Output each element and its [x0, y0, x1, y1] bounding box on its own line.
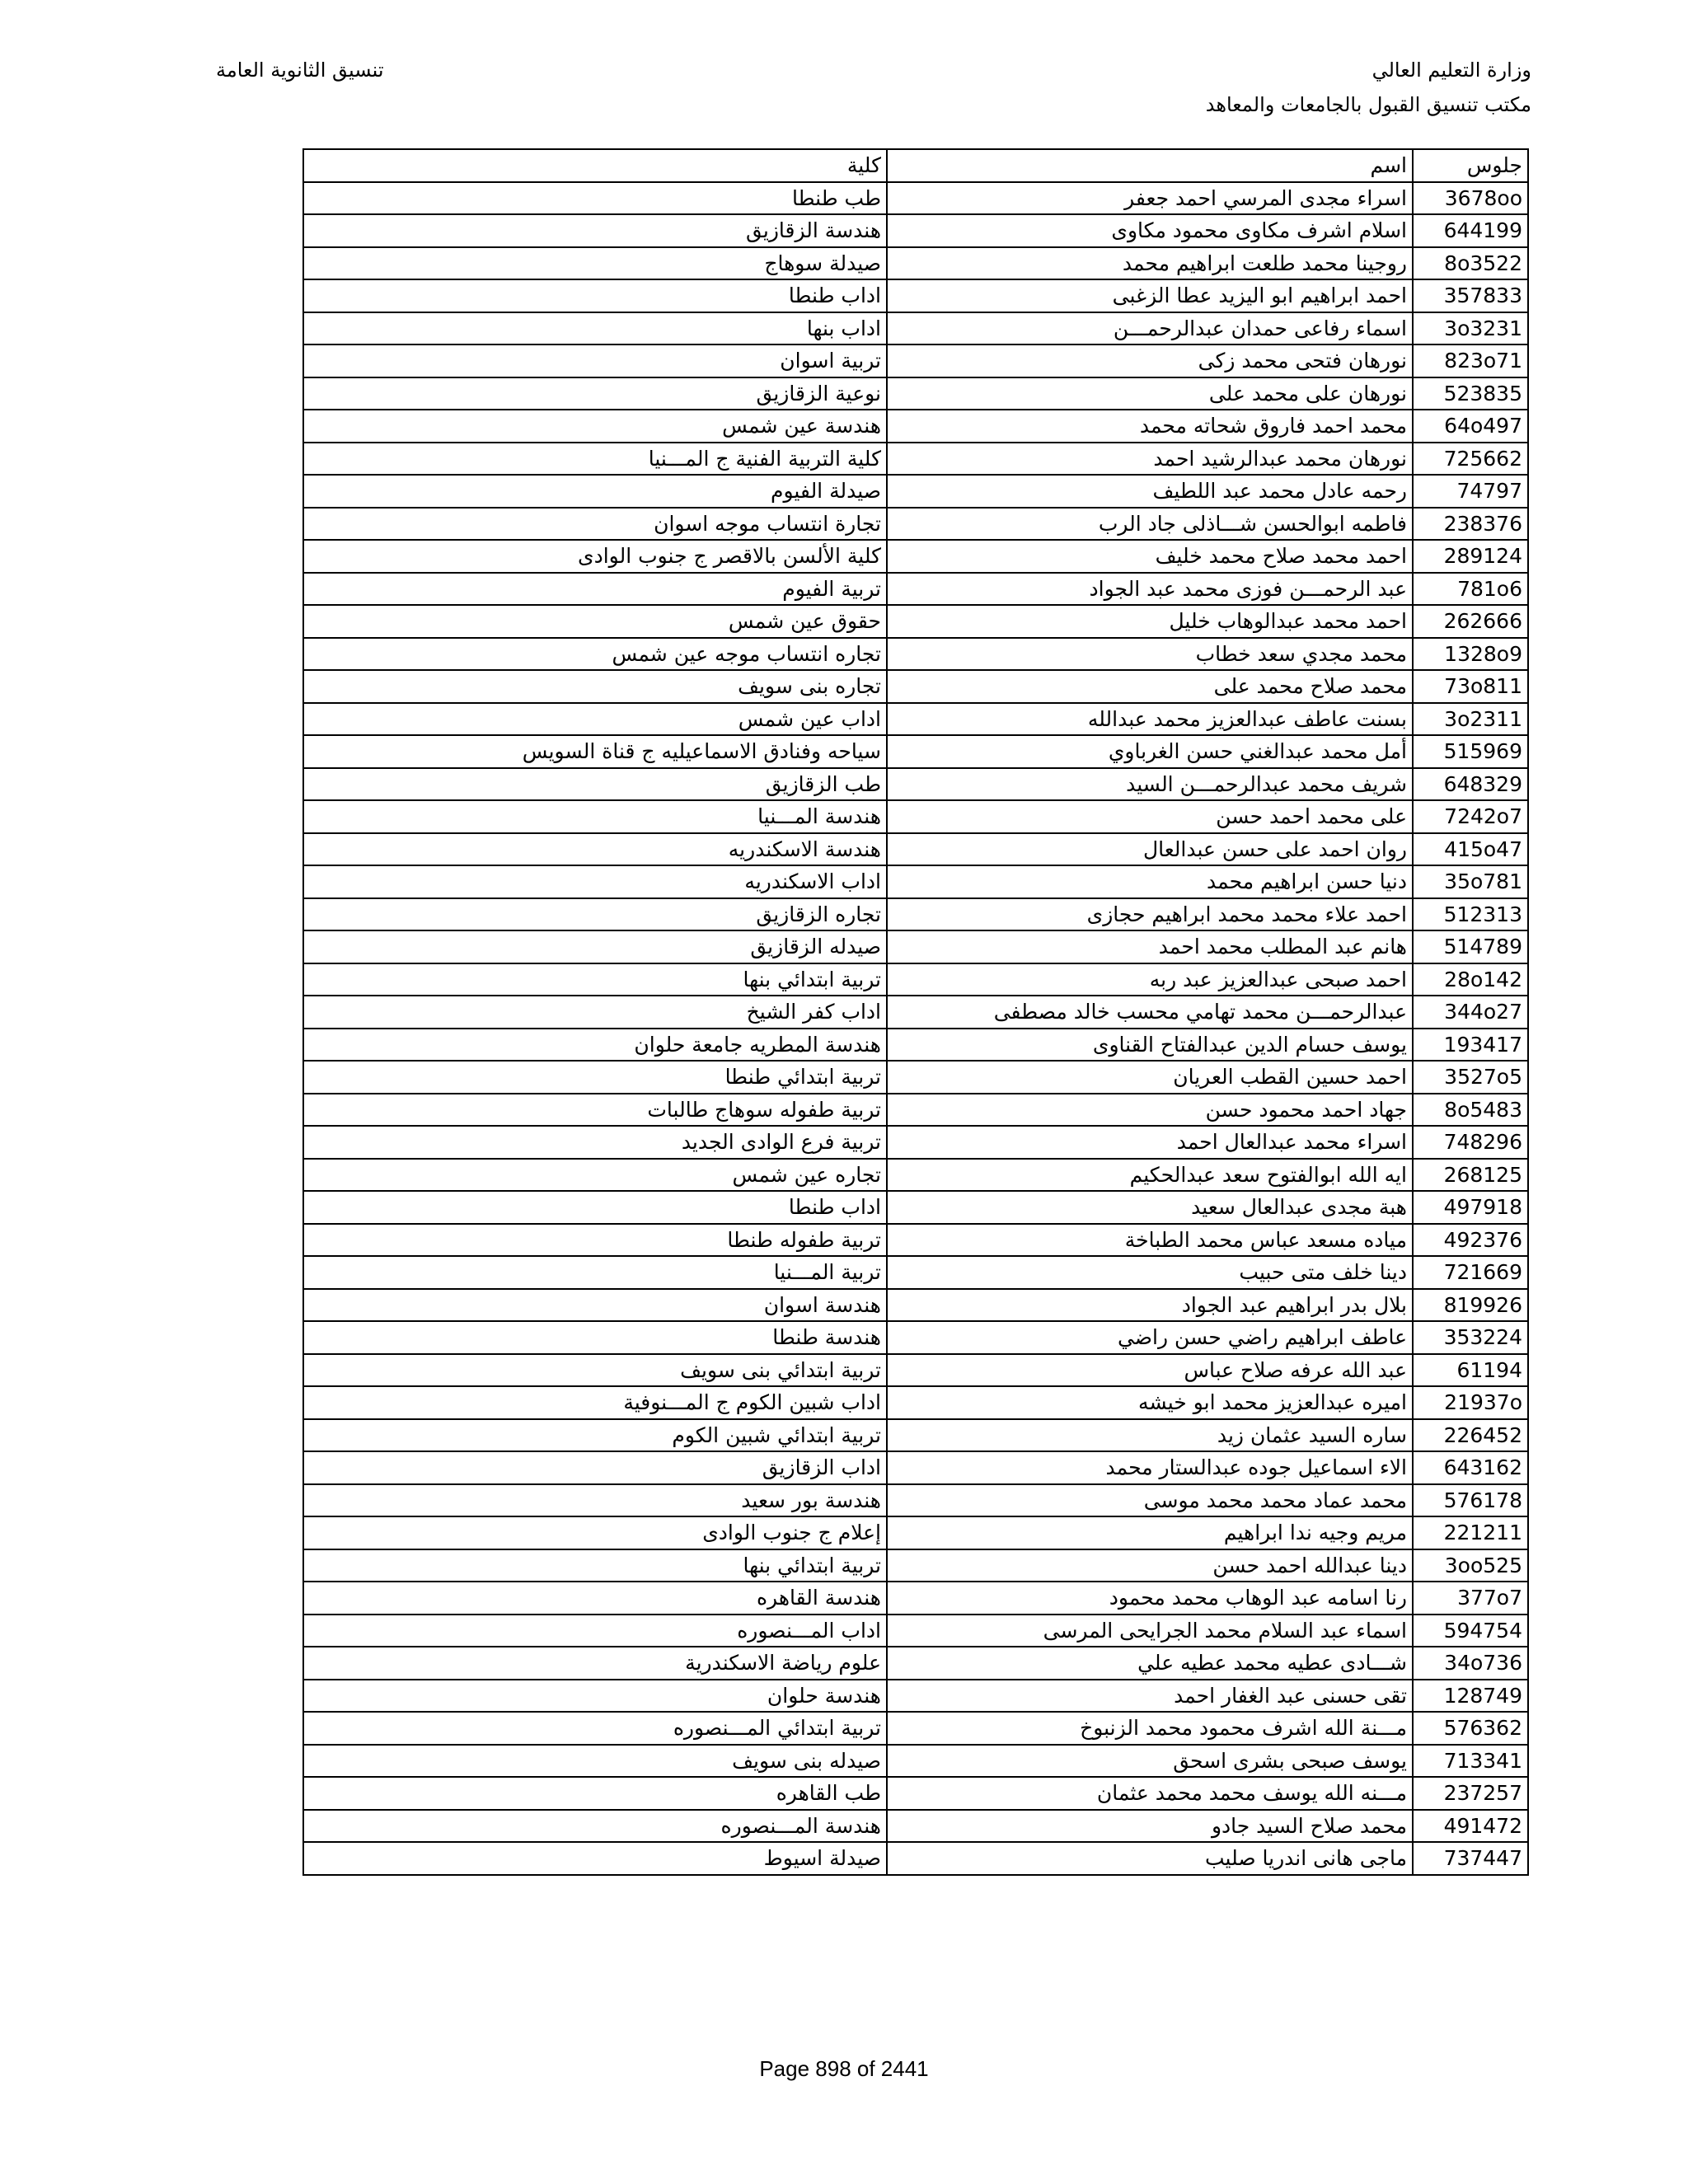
- seat-number-cell: 1328o9: [1413, 638, 1528, 671]
- student-name-cell: اسراء مجدى المرسي احمد جعفر: [887, 182, 1413, 215]
- student-name-cell: دنيا حسن ابراهيم محمد: [887, 865, 1413, 898]
- faculty-cell: تربية ابتدائي بنى سويف: [303, 1354, 887, 1387]
- seat-number-cell: 73o811: [1413, 670, 1528, 703]
- admissions-table: [302, 148, 1529, 1876]
- student-name-cell: هبة مجدى عبدالعال سعيد: [887, 1191, 1413, 1224]
- faculty-cell: هندسة بور سعيد: [303, 1484, 887, 1517]
- faculty-cell: هندسة المـــنصوره: [303, 1810, 887, 1843]
- table-row: [303, 1061, 1528, 1094]
- seat-number-cell: 648329: [1413, 768, 1528, 801]
- faculty-cell: اداب بنها: [303, 312, 887, 345]
- seat-number-cell: 576362: [1413, 1712, 1528, 1745]
- faculty-cell: تربية طفوله طنطا: [303, 1224, 887, 1257]
- table-row: [303, 898, 1528, 931]
- student-name-cell: محمد مجدي سعد خطاب: [887, 638, 1413, 671]
- faculty-cell: نوعية الزقازيق: [303, 377, 887, 410]
- table-row: [303, 703, 1528, 736]
- faculty-cell: كلية التربية الفنية ج المـــنيا: [303, 443, 887, 476]
- student-name-cell: مريم وجيه ندا ابراهيم: [887, 1516, 1413, 1549]
- student-name-cell: الاء اسماعيل جوده عبدالستار محمد: [887, 1451, 1413, 1484]
- faculty-cell: هندسة حلوان: [303, 1680, 887, 1713]
- student-name-cell: شريف محمد عبدالرحمـــن السيد: [887, 768, 1413, 801]
- faculty-cell: تربية ابتدائي بنها: [303, 1549, 887, 1582]
- faculty-cell: تربية المـــنيا: [303, 1256, 887, 1289]
- faculty-cell: حقوق عين شمس: [303, 605, 887, 638]
- student-name-cell: اسلام اشرف مكاوى محمود مكاوى: [887, 214, 1413, 247]
- student-name-cell: دينا عبدالله احمد حسن: [887, 1549, 1413, 1582]
- seat-number-cell: 64o497: [1413, 410, 1528, 443]
- table-row: [303, 1484, 1528, 1517]
- student-name-cell: نورهان فتحى محمد زكى: [887, 344, 1413, 377]
- student-name-cell: ساره السيد عثمان زيد: [887, 1419, 1413, 1452]
- table-row: [303, 1289, 1528, 1322]
- student-name-cell: احمد محمد عبدالوهاب خليل: [887, 605, 1413, 638]
- student-name-cell: عبد الله عرفه صلاح عباس: [887, 1354, 1413, 1387]
- faculty-cell: هندسة طنطا: [303, 1321, 887, 1354]
- table-row: [303, 670, 1528, 703]
- student-name-cell: احمد صبحى عبدالعزيز عبد ربه: [887, 963, 1413, 996]
- seat-number-cell: 8o3522: [1413, 247, 1528, 280]
- faculty-cell: اداب عين شمس: [303, 703, 887, 736]
- table-row: [303, 475, 1528, 508]
- seat-number-cell: 819926: [1413, 1289, 1528, 1322]
- table-row: [303, 1745, 1528, 1778]
- student-name-cell: جهاد احمد محمود حسن: [887, 1094, 1413, 1127]
- faculty-cell: اداب شبين الكوم ج المـــنوفية: [303, 1386, 887, 1419]
- seat-number-cell: 748296: [1413, 1126, 1528, 1159]
- table-row: [303, 638, 1528, 671]
- table-row: [303, 1386, 1528, 1419]
- table-row: [303, 768, 1528, 801]
- faculty-cell: تربية ابتدائي بنها: [303, 963, 887, 996]
- faculty-cell: تجارة انتساب موجه اسوان: [303, 508, 887, 541]
- seat-number-cell: 512313: [1413, 898, 1528, 931]
- seat-number-cell: 128749: [1413, 1680, 1528, 1713]
- student-name-cell: على محمد احمد حسن: [887, 800, 1413, 833]
- student-name-cell: شـــادى عطيه محمد عطيه علي: [887, 1647, 1413, 1680]
- seat-number-cell: 515969: [1413, 735, 1528, 768]
- table-row: [303, 1842, 1528, 1875]
- table-row: [303, 1549, 1528, 1582]
- student-name-cell: روجينا محمد طلعت ابراهيم محمد: [887, 247, 1413, 280]
- faculty-cell: هندسة القاهره: [303, 1582, 887, 1615]
- faculty-cell: تربية ابتدائي شبين الكوم: [303, 1419, 887, 1452]
- seat-number-cell: 721669: [1413, 1256, 1528, 1289]
- student-name-cell: عاطف ابراهيم راضي حسن راضي: [887, 1321, 1413, 1354]
- student-name-cell: محمد صلاح السيد جادو: [887, 1810, 1413, 1843]
- seat-number-cell: 644199: [1413, 214, 1528, 247]
- faculty-cell: اداب كفر الشيخ: [303, 996, 887, 1029]
- student-name-cell: محمد احمد فاروق شحاته محمد: [887, 410, 1413, 443]
- seat-number-cell: 514789: [1413, 930, 1528, 963]
- student-name-cell: يوسف صبحى بشرى اسحق: [887, 1745, 1413, 1778]
- student-name-cell: ايه الله ابوالفتوح سعد عبدالحكيم: [887, 1159, 1413, 1192]
- table-row: [303, 1224, 1528, 1257]
- seat-number-cell: 377o7: [1413, 1582, 1528, 1615]
- seat-number-cell: 7242o7: [1413, 800, 1528, 833]
- table-row: [303, 800, 1528, 833]
- student-name-cell: احمد ابراهيم ابو اليزيد عطا الزغبى: [887, 279, 1413, 312]
- faculty-cell: اداب طنطا: [303, 1191, 887, 1224]
- column-header-faculty: كلية: [303, 149, 887, 182]
- faculty-cell: هندسة المـــنيا: [303, 800, 887, 833]
- office-name: مكتب تنسيق القبول بالجامعات والمعاهد: [1205, 93, 1531, 116]
- seat-number-cell: 237257: [1413, 1777, 1528, 1810]
- student-name-cell: محمد عماد محمد محمد موسى: [887, 1484, 1413, 1517]
- seat-number-cell: 3oo525: [1413, 1549, 1528, 1582]
- table-row: [303, 1126, 1528, 1159]
- table-row: [303, 573, 1528, 606]
- table-row: [303, 410, 1528, 443]
- seat-number-cell: 289124: [1413, 540, 1528, 573]
- faculty-cell: هندسة اسوان: [303, 1289, 887, 1322]
- table-row: [303, 377, 1528, 410]
- table-row: [303, 344, 1528, 377]
- table-row: [303, 1321, 1528, 1354]
- table-row: [303, 1516, 1528, 1549]
- table-row: [303, 833, 1528, 866]
- column-header-name: اسم: [887, 149, 1413, 182]
- table-row: [303, 865, 1528, 898]
- table-header-row: [303, 149, 1528, 182]
- ministry-name: وزارة التعليم العالي: [1372, 59, 1531, 82]
- faculty-cell: صيدلة سوهاج: [303, 247, 887, 280]
- student-name-cell: بسنت عاطف عبدالعزيز محمد عبدالله: [887, 703, 1413, 736]
- faculty-cell: اداب طنطا: [303, 279, 887, 312]
- seat-number-cell: 262666: [1413, 605, 1528, 638]
- table-row: [303, 214, 1528, 247]
- seat-number-cell: 221211: [1413, 1516, 1528, 1549]
- student-name-cell: محمد صلاح محمد على: [887, 670, 1413, 703]
- seat-number-cell: 823o71: [1413, 344, 1528, 377]
- table-row: [303, 735, 1528, 768]
- faculty-cell: اداب المـــنصوره: [303, 1615, 887, 1647]
- seat-number-cell: 74797: [1413, 475, 1528, 508]
- table-row: [303, 1029, 1528, 1062]
- faculty-cell: كلية الألسن بالاقصر ج جنوب الوادى: [303, 540, 887, 573]
- seat-number-cell: 35o781: [1413, 865, 1528, 898]
- faculty-cell: هندسة الزقازيق: [303, 214, 887, 247]
- faculty-cell: صيدله الزقازيق: [303, 930, 887, 963]
- faculty-cell: طب القاهره: [303, 1777, 887, 1810]
- student-name-cell: دينا خلف متى حبيب: [887, 1256, 1413, 1289]
- faculty-cell: تربية ابتدائي طنطا: [303, 1061, 887, 1094]
- seat-number-cell: 268125: [1413, 1159, 1528, 1192]
- faculty-cell: طب طنطا: [303, 182, 887, 215]
- faculty-cell: اداب الزقازيق: [303, 1451, 887, 1484]
- student-name-cell: نورهان محمد عبدالرشيد احمد: [887, 443, 1413, 476]
- faculty-cell: صيدلة الفيوم: [303, 475, 887, 508]
- table-row: [303, 930, 1528, 963]
- table-row: [303, 1647, 1528, 1680]
- student-name-cell: نورهان على محمد على: [887, 377, 1413, 410]
- seat-number-cell: 497918: [1413, 1191, 1528, 1224]
- faculty-cell: تربية فرع الوادى الجديد: [303, 1126, 887, 1159]
- student-name-cell: رحمه عادل محمد عبد اللطيف: [887, 475, 1413, 508]
- table-row: [303, 443, 1528, 476]
- student-name-cell: اسماء رفاعى حمدان عبدالرحمـــن: [887, 312, 1413, 345]
- table-row: [303, 1094, 1528, 1127]
- seat-number-cell: 3527o5: [1413, 1061, 1528, 1094]
- faculty-cell: تربية ابتدائي المـــنصوره: [303, 1712, 887, 1745]
- faculty-cell: تجاره عين شمس: [303, 1159, 887, 1192]
- faculty-cell: اداب الاسكندريه: [303, 865, 887, 898]
- seat-number-cell: 3678oo: [1413, 182, 1528, 215]
- section-name: تنسيق الثانوية العامة: [216, 59, 384, 82]
- seat-number-cell: 713341: [1413, 1745, 1528, 1778]
- faculty-cell: تربية الفيوم: [303, 573, 887, 606]
- seat-number-cell: 725662: [1413, 443, 1528, 476]
- table-row: [303, 996, 1528, 1029]
- seat-number-cell: 781o6: [1413, 573, 1528, 606]
- student-name-cell: رنا اسامه عبد الوهاب محمد محمود: [887, 1582, 1413, 1615]
- table-row: [303, 1810, 1528, 1843]
- table-row: [303, 508, 1528, 541]
- student-name-cell: هانم عبد المطلب محمد احمد: [887, 930, 1413, 963]
- column-header-seat: جلوس: [1413, 149, 1528, 182]
- seat-number-cell: 737447: [1413, 1842, 1528, 1875]
- seat-number-cell: 491472: [1413, 1810, 1528, 1843]
- table-row: [303, 1582, 1528, 1615]
- faculty-cell: هندسة عين شمس: [303, 410, 887, 443]
- table-row: [303, 312, 1528, 345]
- seat-number-cell: 28o142: [1413, 963, 1528, 996]
- student-name-cell: احمد حسين القطب العريان: [887, 1061, 1413, 1094]
- table-row: [303, 540, 1528, 573]
- faculty-cell: علوم رياضة الاسكندرية: [303, 1647, 887, 1680]
- table-row: [303, 1159, 1528, 1192]
- table-row: [303, 963, 1528, 996]
- seat-number-cell: 226452: [1413, 1419, 1528, 1452]
- student-name-cell: مياده مسعد عباس محمد الطباخة: [887, 1224, 1413, 1257]
- table-row: [303, 605, 1528, 638]
- seat-number-cell: 21937o: [1413, 1386, 1528, 1419]
- faculty-cell: طب الزقازيق: [303, 768, 887, 801]
- seat-number-cell: 344o27: [1413, 996, 1528, 1029]
- student-name-cell: تقى حسنى عبد الغفار احمد: [887, 1680, 1413, 1713]
- table-row: [303, 1354, 1528, 1387]
- table-row: [303, 247, 1528, 280]
- admissions-table-body: [303, 149, 1528, 1875]
- seat-number-cell: 523835: [1413, 377, 1528, 410]
- student-name-cell: مـــنة الله اشرف محمود محمد الزنبوخ: [887, 1712, 1413, 1745]
- student-name-cell: اميره عبدالعزيز محمد ابو خيشه: [887, 1386, 1413, 1419]
- faculty-cell: صيدله بنى سويف: [303, 1745, 887, 1778]
- header-ministry-block: [1206, 58, 1531, 127]
- seat-number-cell: 594754: [1413, 1615, 1528, 1647]
- faculty-cell: تجاره الزقازيق: [303, 898, 887, 931]
- student-name-cell: ماجى هانى اندريا صليب: [887, 1842, 1413, 1875]
- table-row: [303, 182, 1528, 215]
- faculty-cell: هندسة الاسكندريه: [303, 833, 887, 866]
- seat-number-cell: 643162: [1413, 1451, 1528, 1484]
- table-row: [303, 1419, 1528, 1452]
- student-name-cell: فاطمه ابوالحسن شـــاذلى جاد الرب: [887, 508, 1413, 541]
- faculty-cell: هندسة المطريه جامعة حلوان: [303, 1029, 887, 1062]
- seat-number-cell: 353224: [1413, 1321, 1528, 1354]
- faculty-cell: تربية اسوان: [303, 344, 887, 377]
- student-name-cell: أمل محمد عبدالغني حسن الغرباوي: [887, 735, 1413, 768]
- student-name-cell: عبدالرحمـــن محمد تهامي محسب خالد مصطفى: [887, 996, 1413, 1029]
- faculty-cell: إعلام ج جنوب الوادى: [303, 1516, 887, 1549]
- page-number: Page 898 of 2441: [759, 2056, 929, 2081]
- student-name-cell: احمد محمد صلاح محمد خليف: [887, 540, 1413, 573]
- seat-number-cell: 238376: [1413, 508, 1528, 541]
- faculty-cell: صيدلة اسيوط: [303, 1842, 887, 1875]
- faculty-cell: تجاره بنى سويف: [303, 670, 887, 703]
- student-name-cell: اسماء عبد السلام محمد الجرايحى المرسى: [887, 1615, 1413, 1647]
- table-row: [303, 1712, 1528, 1745]
- student-name-cell: اسراء محمد عبدالعال احمد: [887, 1126, 1413, 1159]
- faculty-cell: سياحه وفنادق الاسماعيليه ج قناة السويس: [303, 735, 887, 768]
- student-name-cell: روان احمد على حسن عبدالعال: [887, 833, 1413, 866]
- faculty-cell: تجاره انتساب موجه عين شمس: [303, 638, 887, 671]
- student-name-cell: احمد علاء محمد محمد ابراهيم حجازى: [887, 898, 1413, 931]
- table-row: [303, 1680, 1528, 1713]
- table-row: [303, 1777, 1528, 1810]
- student-name-cell: عبد الرحمـــن فوزى محمد عبد الجواد: [887, 573, 1413, 606]
- student-name-cell: بلال بدر ابراهيم عبد الجواد: [887, 1289, 1413, 1322]
- student-name-cell: مـــنه الله يوسف محمد محمد عثمان: [887, 1777, 1413, 1810]
- table-row: [303, 1451, 1528, 1484]
- seat-number-cell: 61194: [1413, 1354, 1528, 1387]
- seat-number-cell: 34o736: [1413, 1647, 1528, 1680]
- seat-number-cell: 576178: [1413, 1484, 1528, 1517]
- seat-number-cell: 3o3231: [1413, 312, 1528, 345]
- seat-number-cell: 193417: [1413, 1029, 1528, 1062]
- student-name-cell: يوسف حسام الدين عبدالفتاح القناوى: [887, 1029, 1413, 1062]
- faculty-cell: تربية طفوله سوهاج طالبات: [303, 1094, 887, 1127]
- seat-number-cell: 492376: [1413, 1224, 1528, 1257]
- seat-number-cell: 3o2311: [1413, 703, 1528, 736]
- seat-number-cell: 357833: [1413, 279, 1528, 312]
- table-row: [303, 1191, 1528, 1224]
- seat-number-cell: 415o47: [1413, 833, 1528, 866]
- table-row: [303, 1615, 1528, 1647]
- table-row: [303, 279, 1528, 312]
- table-row: [303, 1256, 1528, 1289]
- seat-number-cell: 8o5483: [1413, 1094, 1528, 1127]
